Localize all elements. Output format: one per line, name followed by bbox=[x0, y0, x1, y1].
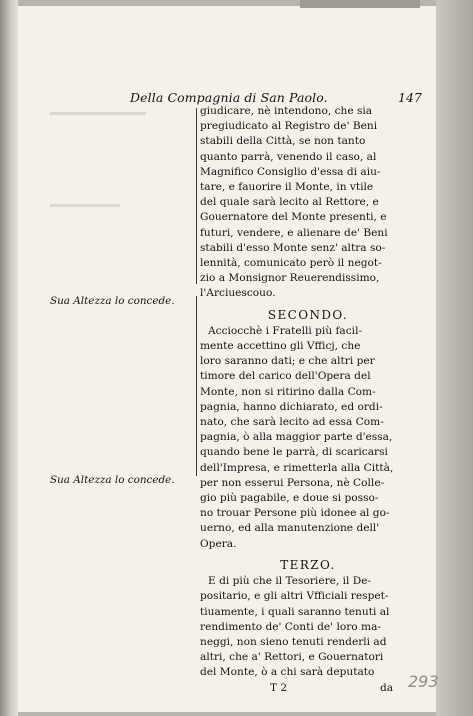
text-line: Magnifico Consiglio d'essa di aiu- bbox=[200, 165, 381, 178]
text-line: stabili d'esso Monte senz' altra so- bbox=[200, 241, 386, 254]
text-line: timore del carico dell'Opera del bbox=[200, 370, 371, 383]
text-line: Gouernatore del Monte presenti, e bbox=[200, 211, 387, 224]
text-line: futuri, vendere, e alienare de' Beni bbox=[200, 226, 388, 239]
text-line: rendimento de' Conti de' loro ma- bbox=[200, 620, 381, 633]
text-line: loro saranno dati; e che altri per bbox=[200, 355, 375, 368]
margin-note: Sua Altezza lo concede. bbox=[50, 295, 175, 307]
running-head: Della Compagnia di San Paolo. bbox=[130, 90, 328, 105]
text-line: l'Arciuescouo. bbox=[200, 287, 276, 300]
page-number: 147 bbox=[398, 90, 422, 105]
handwritten-folio-number: 293 bbox=[408, 672, 439, 691]
section-heading-terzo: TERZO. bbox=[280, 557, 336, 572]
main-text-column bbox=[200, 104, 416, 696]
text-line: giudicare, nè intendono, che sia bbox=[200, 105, 373, 117]
text-line: gio più pagabile, e doue si posso- bbox=[200, 492, 379, 505]
show-through-mark bbox=[50, 204, 120, 207]
text-line: no trouar Persone più idonee al go- bbox=[200, 507, 390, 520]
column-rule bbox=[196, 296, 197, 476]
text-line: mente accettino gli Vfficj, che bbox=[200, 340, 361, 353]
text-line: uerno, ed alla manutenzione dell' bbox=[200, 522, 380, 535]
text-line: del Monte, ò a chi sarà deputato bbox=[200, 666, 375, 679]
text-line: quanto parrà, venendo il caso, al bbox=[200, 150, 377, 163]
text-line: stabili della Città, se non tanto bbox=[200, 135, 366, 148]
margin-note: Sua Altezza lo concede. bbox=[50, 474, 175, 486]
text-line: nato, che sarà lecito ad essa Com- bbox=[200, 416, 384, 429]
text-line: pagnia, ò alla maggior parte d'essa, bbox=[200, 431, 393, 444]
text-line: tiuamente, i quali saranno tenuti al bbox=[200, 605, 390, 618]
text-line: per non esserui Persona, nè Colle- bbox=[200, 476, 385, 489]
text-line: positario, e gli altri Vfficiali respet- bbox=[200, 590, 389, 603]
previous-page-edge bbox=[0, 0, 18, 716]
scan-top-bleed bbox=[300, 0, 420, 8]
text-line: E di più che il Tesoriere, il De- bbox=[208, 575, 372, 588]
text-line: dell'Impresa, e rimetterla alla Città, bbox=[200, 461, 394, 474]
text-line: lennità, comunicato però il negot- bbox=[200, 257, 382, 270]
text-line: Acciocchè i Fratelli più facil- bbox=[208, 324, 363, 337]
show-through-mark bbox=[50, 112, 146, 115]
text-line: Monte, non si ritirino dalla Com- bbox=[200, 385, 376, 398]
catchword: da bbox=[380, 681, 394, 694]
section-heading-secondo: SECONDO. bbox=[267, 307, 349, 322]
signature-line bbox=[200, 681, 416, 696]
intro-paragraph bbox=[200, 104, 416, 302]
text-line: quando bene le parrà, di scaricarsi bbox=[200, 446, 388, 459]
signature-mark: T 2 bbox=[270, 681, 288, 694]
page-edge-shadow bbox=[436, 0, 473, 716]
text-line: altri, che a' Rettori, e Gouernatori bbox=[200, 651, 384, 664]
secondo-paragraph bbox=[200, 324, 416, 552]
column-rule bbox=[196, 108, 197, 284]
terzo-paragraph bbox=[200, 574, 416, 680]
text-line: del quale sarà lecito al Rettore, e bbox=[200, 196, 379, 209]
text-line: pagnia, hanno dichiarato, ed ordi- bbox=[200, 400, 383, 413]
text-line: pregiudicato al Registro de' Beni bbox=[200, 120, 378, 133]
text-line: Opera. bbox=[200, 537, 237, 550]
text-line: zio a Monsignor Reuerendissimo, bbox=[200, 272, 380, 285]
text-line: neggi, non sieno tenuti renderli ad bbox=[200, 635, 387, 648]
text-line: tare, e fauorire il Monte, in vtile bbox=[200, 181, 374, 194]
